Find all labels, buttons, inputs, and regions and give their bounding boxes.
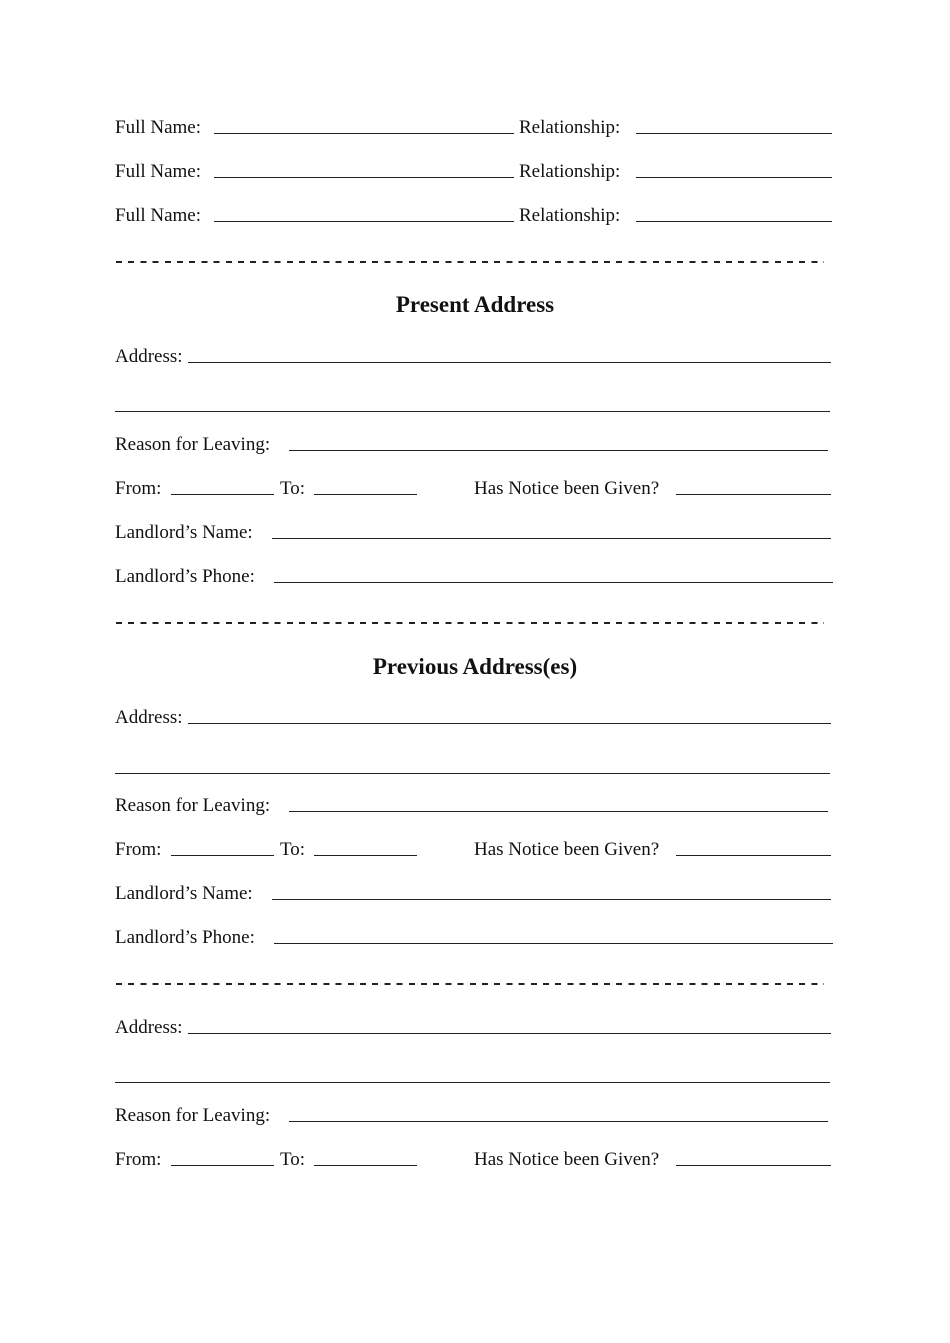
reason-label: Reason for Leaving:	[115, 795, 271, 816]
previous-address-title: Previous Address(es)	[372, 654, 578, 679]
address-label: Address:	[115, 1017, 183, 1038]
dashed-line	[116, 261, 824, 263]
present-address-title: Present Address	[395, 292, 555, 317]
present-address-row	[0, 345, 950, 369]
address-field-line-2[interactable]	[115, 1065, 830, 1083]
full-name-label: Full Name:	[115, 161, 202, 182]
to-label: To:	[280, 478, 306, 499]
full-name-field[interactable]	[214, 160, 514, 178]
from-label: From:	[115, 478, 162, 499]
dashed-line	[116, 622, 824, 624]
previous-reason-row	[0, 794, 950, 818]
previous-landlord-name-row	[0, 882, 950, 906]
to-field[interactable]	[314, 1148, 417, 1166]
relationship-label: Relationship:	[519, 117, 621, 138]
from-field[interactable]	[171, 838, 274, 856]
previous-address-row	[0, 706, 950, 730]
notice-label: Has Notice been Given?	[474, 1149, 660, 1170]
address-field-line-2[interactable]	[115, 394, 830, 412]
section-divider	[0, 611, 950, 635]
landlord-phone-field[interactable]	[274, 926, 833, 944]
full-name-field[interactable]	[214, 204, 514, 222]
notice-label: Has Notice been Given?	[474, 839, 660, 860]
landlord-phone-label: Landlord’s Phone:	[115, 566, 255, 587]
present-landlord-phone-row	[0, 565, 950, 589]
section-divider	[0, 972, 950, 996]
to-field[interactable]	[314, 838, 417, 856]
full-name-field[interactable]	[214, 116, 514, 134]
reason-label: Reason for Leaving:	[115, 434, 271, 455]
to-label: To:	[280, 839, 306, 860]
previous-2-reason-row	[0, 1104, 950, 1128]
landlord-name-label: Landlord’s Name:	[115, 883, 253, 904]
present-landlord-name-row	[0, 521, 950, 545]
relationship-label: Relationship:	[519, 161, 621, 182]
relationship-field[interactable]	[636, 116, 832, 134]
address-field[interactable]	[188, 706, 831, 724]
household-row-1	[0, 116, 950, 140]
reason-field[interactable]	[289, 794, 828, 812]
present-address-line-2	[0, 394, 950, 418]
full-name-label: Full Name:	[115, 205, 202, 226]
reason-field[interactable]	[289, 433, 828, 451]
previous-landlord-phone-row	[0, 926, 950, 950]
to-field[interactable]	[314, 477, 417, 495]
from-label: From:	[115, 1149, 162, 1170]
household-row-2	[0, 160, 950, 184]
from-field[interactable]	[171, 1148, 274, 1166]
notice-field[interactable]	[676, 1148, 831, 1166]
section-divider	[0, 250, 950, 274]
household-row-3	[0, 204, 950, 228]
relationship-field[interactable]	[636, 204, 832, 222]
landlord-name-field[interactable]	[272, 882, 831, 900]
notice-label: Has Notice been Given?	[474, 478, 660, 499]
present-dates-row	[0, 477, 950, 501]
relationship-label: Relationship:	[519, 205, 621, 226]
landlord-name-label: Landlord’s Name:	[115, 522, 253, 543]
address-label: Address:	[115, 346, 183, 367]
address-field-line-2[interactable]	[115, 756, 830, 774]
previous-2-dates-row	[0, 1148, 950, 1172]
from-label: From:	[115, 839, 162, 860]
from-field[interactable]	[171, 477, 274, 495]
landlord-phone-label: Landlord’s Phone:	[115, 927, 255, 948]
previous-address-2-row	[0, 1016, 950, 1040]
notice-field[interactable]	[676, 477, 831, 495]
previous-dates-row	[0, 838, 950, 862]
address-label: Address:	[115, 707, 183, 728]
reason-field[interactable]	[289, 1104, 828, 1122]
dashed-line	[116, 983, 824, 985]
landlord-phone-field[interactable]	[274, 565, 833, 583]
relationship-field[interactable]	[636, 160, 832, 178]
landlord-name-field[interactable]	[272, 521, 831, 539]
address-field[interactable]	[188, 345, 831, 363]
to-label: To:	[280, 1149, 306, 1170]
reason-label: Reason for Leaving:	[115, 1105, 271, 1126]
address-field[interactable]	[188, 1016, 831, 1034]
full-name-label: Full Name:	[115, 117, 202, 138]
previous-address-line-2	[0, 756, 950, 780]
present-reason-row	[0, 433, 950, 457]
notice-field[interactable]	[676, 838, 831, 856]
previous-address-2-line-2	[0, 1065, 950, 1089]
